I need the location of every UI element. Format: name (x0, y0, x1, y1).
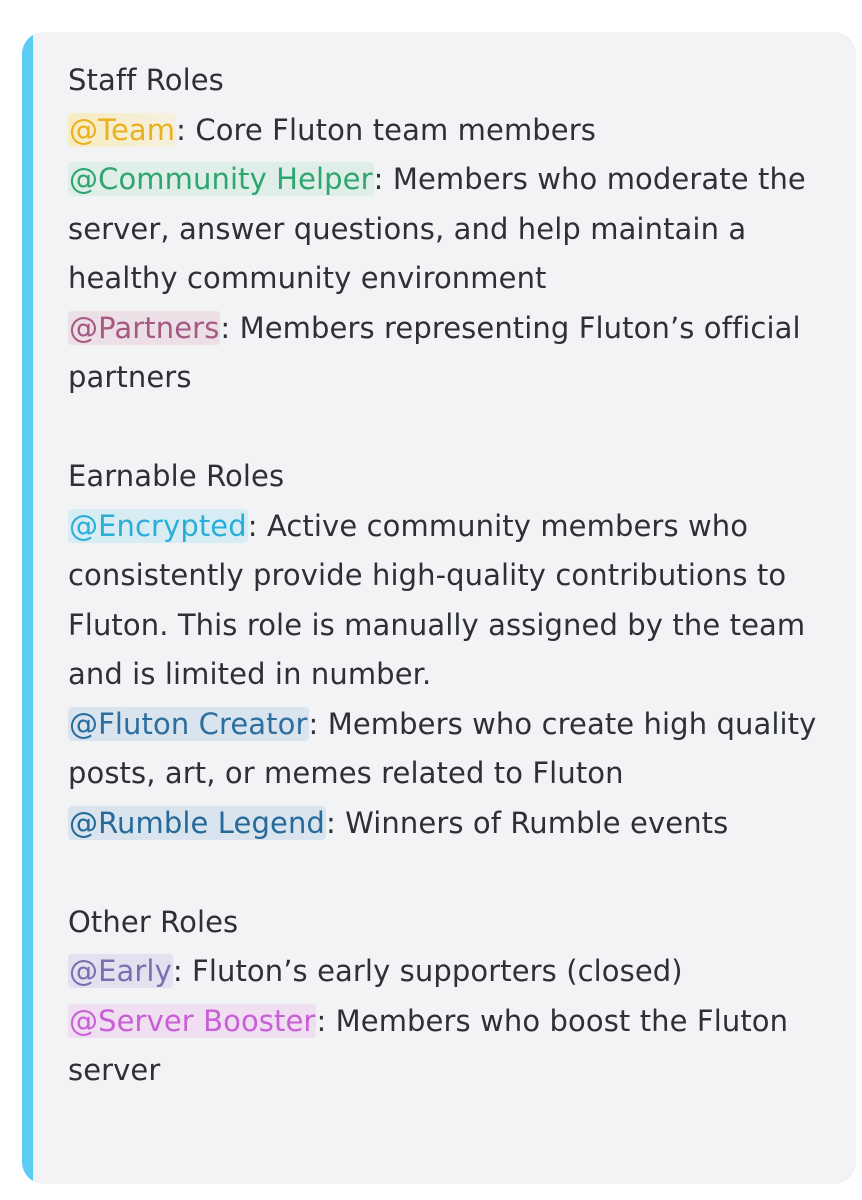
role-mention-fluton-creator[interactable]: @Fluton Creator (69, 706, 308, 741)
role-mention-server-booster[interactable]: @Server Booster (69, 1003, 316, 1038)
role-entry-team (68, 106, 836, 156)
role-mention-partners[interactable]: @Partners (69, 310, 220, 345)
section-staff-roles (68, 56, 836, 403)
section-heading: Earnable Roles (68, 459, 285, 493)
role-description: : Winners of Rumble events (325, 805, 729, 840)
role-description: : Members who moderate the server, answer questions, and help maintain a healthy community environment (68, 162, 806, 295)
role-description: : Active community members who consistently provide high-quality contributions to Fluton. This role is manually assigned by the team and is limited in number. (68, 508, 806, 691)
section-earnable-roles (68, 452, 836, 848)
role-entry-server-booster (68, 997, 836, 1096)
role-mention-encrypted[interactable]: @Encrypted (69, 508, 247, 543)
role-description: : Core Fluton team members (176, 112, 596, 147)
role-entry-fluton-creator (68, 700, 836, 799)
role-mention-community-helper[interactable]: @Community Helper (69, 162, 373, 196)
role-description: : Members representing Fluton’s official partners (68, 310, 801, 394)
role-entry-encrypted (68, 502, 836, 700)
role-description: : Members who create high quality posts, art, or memes related to Fluton (68, 706, 817, 790)
role-mention-team[interactable]: @Team (69, 112, 176, 147)
section-other-roles (68, 898, 836, 1096)
role-mention-early[interactable]: @Early (69, 954, 172, 988)
role-description: : Fluton’s early supporters (closed) (172, 954, 683, 988)
section-heading: Other Roles (68, 904, 239, 939)
embed-accent-bar (22, 32, 33, 1184)
role-entry-community-helper (68, 155, 836, 304)
role-mention-rumble-legend[interactable]: @Rumble Legend (69, 805, 325, 840)
section-heading: Staff Roles (68, 63, 224, 97)
role-description: : Members who boost the Fluton server (68, 1003, 789, 1087)
role-entry-early (68, 947, 836, 997)
roles-embed (22, 32, 856, 1184)
embed-body (68, 56, 836, 1096)
role-entry-rumble-legend (68, 799, 836, 849)
role-entry-partners (68, 304, 836, 403)
